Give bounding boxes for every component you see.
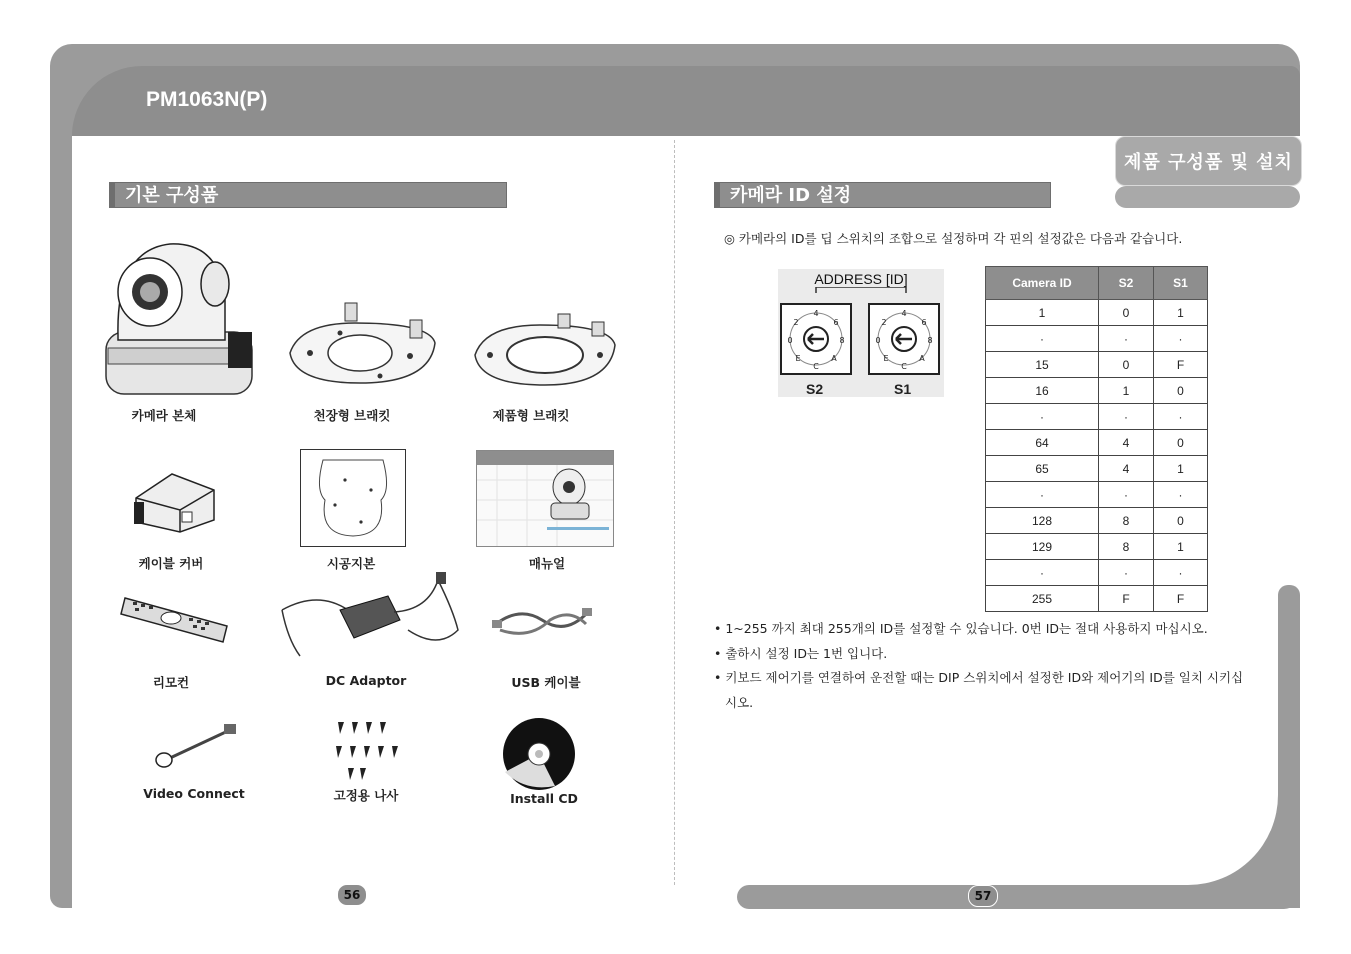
- table-row: [986, 378, 1208, 404]
- video-connector-icon: [150, 720, 240, 770]
- svg-text:A: A: [919, 354, 925, 363]
- table-row: [986, 508, 1208, 534]
- cell: ·: [986, 560, 1099, 586]
- cell: 0: [1154, 378, 1208, 404]
- cell: 0: [1099, 300, 1154, 326]
- item-label-video-connect: Video Connect: [143, 786, 245, 801]
- adaptor-icon: [278, 570, 464, 662]
- page-number-left: 56: [337, 884, 367, 906]
- cell: ·: [1099, 404, 1154, 430]
- svg-text:4: 4: [813, 309, 819, 318]
- svg-text:2: 2: [793, 318, 799, 327]
- cell: ·: [986, 326, 1099, 352]
- cell: 1: [1154, 300, 1208, 326]
- dip-title: ADDRESS [ID]: [814, 271, 908, 287]
- cell: 4: [1099, 456, 1154, 482]
- item-label-adaptor: DC Adaptor: [325, 673, 407, 688]
- usb-cable-icon: [490, 600, 594, 644]
- table-row: [986, 456, 1208, 482]
- col-camera-id: Camera ID: [986, 267, 1099, 300]
- svg-text:2: 2: [881, 318, 887, 327]
- svg-text:8: 8: [927, 336, 933, 345]
- template-icon: [300, 449, 406, 547]
- cell: 128: [986, 508, 1099, 534]
- camera-id-table: [985, 266, 1208, 612]
- cell: ·: [1154, 404, 1208, 430]
- cell: ·: [1154, 326, 1208, 352]
- table-row: [986, 352, 1208, 378]
- svg-text:E: E: [795, 354, 801, 363]
- right-section-title: 카메라 ID 설정: [714, 182, 1051, 208]
- svg-text:4: 4: [901, 309, 907, 318]
- remote-icon: [115, 588, 235, 648]
- product-bracket-icon: [470, 310, 620, 390]
- ptz-camera-icon: [100, 240, 258, 400]
- cell: 1: [986, 300, 1099, 326]
- table-row: [986, 404, 1208, 430]
- dip-dial-s1: [868, 303, 940, 375]
- cell: 1: [1099, 378, 1154, 404]
- chapter-tab-lower: [1115, 186, 1300, 208]
- svg-text:8: 8: [839, 336, 845, 345]
- col-s2: S2: [1099, 267, 1154, 300]
- dip-switch-figure: [778, 269, 944, 397]
- item-label-screws: 고정용 나사: [333, 788, 399, 803]
- cell: 16: [986, 378, 1099, 404]
- cell: 1: [1154, 456, 1208, 482]
- table-row: [986, 482, 1208, 508]
- item-label-manual: 매뉴얼: [528, 556, 566, 571]
- cell: ·: [1099, 326, 1154, 352]
- cell: F: [1154, 586, 1208, 612]
- dip-label-s2: S2: [806, 381, 824, 397]
- cell: ·: [986, 482, 1099, 508]
- cell: ·: [1099, 482, 1154, 508]
- svg-text:6: 6: [833, 318, 839, 327]
- cell: 1: [1154, 534, 1208, 560]
- table-row: [986, 586, 1208, 612]
- item-label-remote: 리모컨: [152, 675, 190, 690]
- cell: ·: [1154, 560, 1208, 586]
- cell: 65: [986, 456, 1099, 482]
- svg-text:0: 0: [875, 336, 881, 345]
- cell: F: [1099, 586, 1154, 612]
- cell: 8: [1099, 534, 1154, 560]
- svg-text:C: C: [813, 362, 819, 371]
- item-label-cd: Install CD: [510, 791, 578, 806]
- bottom-band: [737, 885, 1300, 909]
- cell: ·: [1099, 560, 1154, 586]
- svg-text:E: E: [883, 354, 889, 363]
- table-row: [986, 534, 1208, 560]
- page-number-right: 57: [968, 885, 998, 907]
- page-divider: [674, 140, 675, 885]
- note-2: • 출하시 설정 ID는 1번 입니다.: [714, 645, 888, 661]
- intro-text: ◎ 카메라의 ID를 딥 스위치의 조합으로 설정하며 각 핀의 설정값은 다음과 같습니다.: [724, 231, 1183, 246]
- cd-icon: [495, 712, 579, 792]
- table-row: [986, 560, 1208, 586]
- cell: 0: [1154, 430, 1208, 456]
- screws-icon: [330, 716, 406, 782]
- cell: 255: [986, 586, 1099, 612]
- table-row: [986, 300, 1208, 326]
- svg-text:6: 6: [921, 318, 927, 327]
- item-label-usb: USB 케이블: [511, 675, 581, 690]
- item-label-ceiling-bracket: 천장형 브래킷: [313, 408, 391, 423]
- item-label-product-bracket: 제품형 브래킷: [492, 408, 570, 423]
- cell: 15: [986, 352, 1099, 378]
- note-3: • 키보드 제어기를 연결하여 운전할 때는 DIP 스위치에서 설정한 ID와 제어기의 ID를 일치 시키십시오.: [714, 670, 1244, 710]
- left-section-title: 기본 구성품: [109, 182, 507, 208]
- ceiling-bracket-icon: [280, 298, 445, 388]
- table-row: [986, 326, 1208, 352]
- dip-label-s1: S1: [894, 381, 912, 397]
- item-label-cable-cover: 케이블 커버: [138, 556, 204, 571]
- svg-text:0: 0: [787, 336, 793, 345]
- cell: 129: [986, 534, 1099, 560]
- col-s1: S1: [1154, 267, 1208, 300]
- item-label-template: 시공지본: [326, 556, 376, 571]
- id-notes: [714, 617, 1254, 715]
- cell: 0: [1154, 508, 1208, 534]
- cell: 64: [986, 430, 1099, 456]
- cell: ·: [1154, 482, 1208, 508]
- note-1: • 1~255 까지 최대 255개의 ID를 설정할 수 있습니다. 0번 ID는 절대 사용하지 마십시오.: [714, 621, 1208, 636]
- svg-text:C: C: [901, 362, 907, 371]
- item-label-camera: 카메라 본체: [131, 408, 197, 423]
- cell: 4: [1099, 430, 1154, 456]
- cell: ·: [986, 404, 1099, 430]
- svg-text:A: A: [831, 354, 837, 363]
- manual-icon: [476, 450, 614, 547]
- dip-dial-s2: [780, 303, 852, 375]
- cell: F: [1154, 352, 1208, 378]
- model-title: PM1063N(P): [146, 88, 268, 111]
- cell: 8: [1099, 508, 1154, 534]
- table-row: [986, 430, 1208, 456]
- cell: 0: [1099, 352, 1154, 378]
- cable-cover-icon: [128, 470, 220, 536]
- chapter-tab: 제품 구성품 및 설치: [1115, 136, 1302, 186]
- left-frame-bar: [50, 120, 72, 908]
